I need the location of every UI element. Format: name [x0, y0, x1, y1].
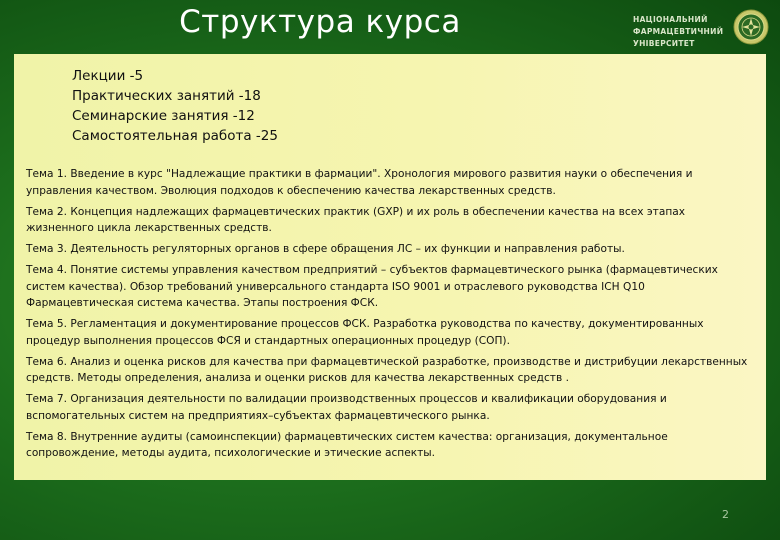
topic-item: Тема 1. Введение в курс "Надлежащие практики в фармации". Хронология мирового развития науки о обеспечения и управления качеством. Эволюция подходов к обеспечению качества лекарственных средств.	[26, 168, 693, 197]
topic-item: Тема 8. Внутренние аудиты (самоинспекции) фармацевтических систем качества: организация, документальное сопровождение, методы аудита, психологические и этические аспекты.	[26, 430, 668, 459]
logo-line-2: ФАРМАЦЕВТИЧНИЙ	[633, 27, 724, 36]
page-number: 2	[722, 508, 729, 521]
content-panel	[14, 54, 766, 480]
practical-classes-count: Практических занятий -18	[72, 88, 261, 104]
topic-item: Тема 4. Понятие системы управления качеством предприятий – субъектов фармацевтического рынка (фармацевтических систем качества). Обзор требований универсального стандарта ISO 9001 и отраслевого руководства ICH Q10 Фармацевтическая система качества. Этапы построения ФСК.	[26, 264, 718, 309]
slide-title: Структура курса	[179, 4, 461, 40]
topics-list	[26, 166, 754, 466]
logo-line-3: УНІВЕРСИТЕТ	[633, 39, 695, 48]
university-logo-text	[633, 14, 733, 50]
course-hours-summary	[72, 66, 278, 146]
topic-item: Тема 2. Концепция надлежащих фармацевтических практик (GXP) и их роль в обеспечении качества на всех этапах жизненного цикла лекарственных средств.	[26, 205, 686, 234]
topic-item: Тема 6. Анализ и оценка рисков для качества при фармацевтической разработке, производстве и дистрибуции лекарственных средств. Методы определения, анализа и оценки рисков для качества лекарственных средств .	[26, 355, 748, 384]
independent-work-count: Самостоятельная работа -25	[72, 128, 278, 144]
topic-item: Тема 3. Деятельность регуляторных органов в сфере обращения ЛС – их функции и направления работы.	[26, 243, 625, 255]
seminar-classes-count: Семинарские занятия -12	[72, 108, 255, 124]
topic-item: Тема 5. Регламентация и документирование процессов ФСК. Разработка руководства по качеству, документированных процедур выполнения процессов ФСЯ и стандартных операционных процедур (СОП).	[26, 318, 704, 347]
university-seal-icon	[733, 9, 769, 45]
topic-item: Тема 7. Организация деятельности по валидации производственных процессов и квалификации оборудования и вспомогательных систем на предприятиях–субъектах фармацевтического рынка.	[26, 393, 667, 422]
logo-line-1: НАЦІОНАЛЬНИЙ	[633, 15, 708, 24]
lectures-count: Лекции -5	[72, 68, 144, 84]
